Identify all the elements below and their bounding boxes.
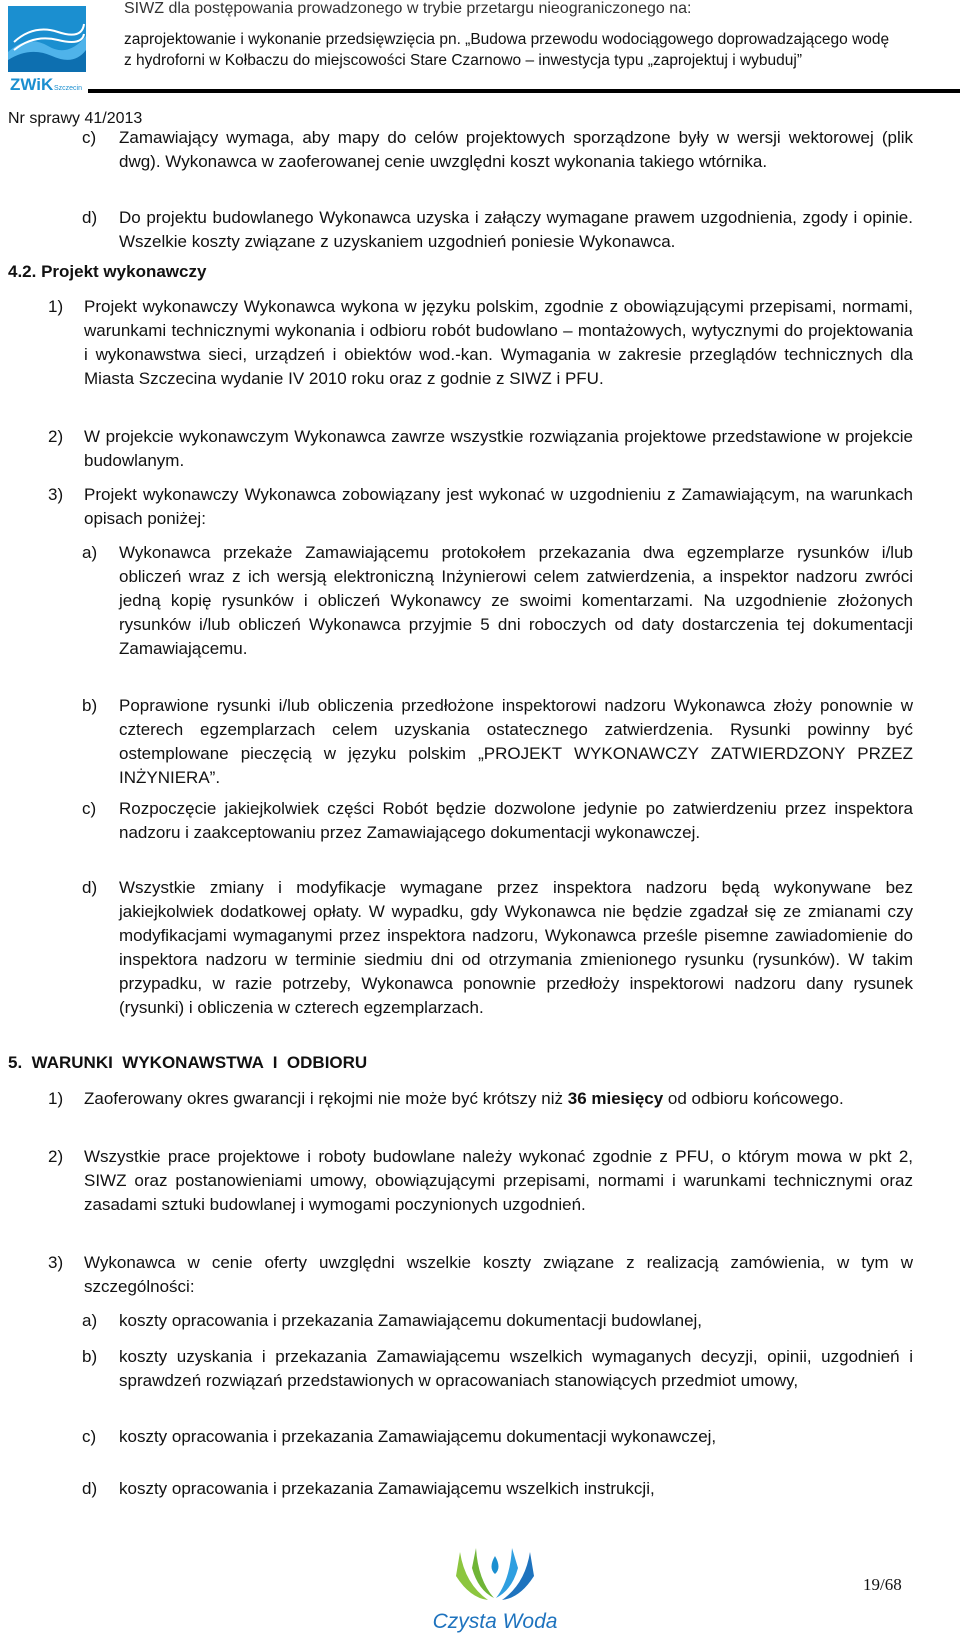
p3a-label: a) [82,543,98,562]
item-d-text: Do projektu budowlanego Wykonawca uzyska i załączy wymagane prawem uzgodnienia, zgody i opinie. Wszelkie koszty związane z uzyskaniem uzgodnień poniesie Wykonawca. [119,208,913,251]
czysta-woda-logo-icon [420,1540,570,1636]
p2-text: W projekcie wykonawczym Wykonawca zawrze wszystkie rozwiązania projektowe przedstawione w projekcie budowlanym. [84,427,913,470]
p3-label: 3) [48,485,64,504]
p3d-label: d) [82,878,98,897]
s5-3a-text: koszty opracowania i przekazania Zamawiającemu dokumentacji budowlanej, [119,1311,703,1330]
p3d-text: Wszystkie zmiany i modyfikacje wymagane przez inspektora nadzoru będą wykonywane bez jakiejkolwiek dodatkowej opłaty. W wypadku, gdy Wykonawca nie będzie zgadzał się ze zmianami czy modyfikacjami wymaganymi przez inspektora nadzoru, Wykonawca prześle pisemne zawiadomienie do inspektora nadzoru w terminie siedmiu dni od otrzymania zmienionego rysunku (rysunków). W takim przypadku, w razie potrzeby, Wykonawca ponownie przedłoży inspektorowi nadzoru dany rysunek (rysunki) i obliczenia w czterech egzemplarzach. [119,878,913,1017]
case-number: Nr sprawy 41/2013 [8,110,143,127]
zwik-logo-icon [8,6,86,94]
section-4-2-heading: 4.2. Projekt wykonawczy [8,262,207,281]
s5-1-pre: Zaoferowany okres gwarancji i rękojmi nie może być krótszy niż [84,1089,568,1108]
p3-text: Projekt wykonawczy Wykonawca zobowiązany jest wykonać w uzgodnieniu z Zamawiającym, na warunkach opisach poniżej: [84,485,913,528]
s5-3c-text: koszty opracowania i przekazania Zamawiającemu dokumentacji wykonawczej, [119,1427,717,1446]
p1-label: 1) [48,297,64,316]
s5-3b-label: b) [82,1347,98,1366]
header-subject-line-2: z hydroforni w Kołbaczu do miejscowości Stare Czarnowo – inwestycja typu „zaprojektuj i wybuduj” [124,52,802,69]
item-c-text: Zamawiający wymaga, aby mapy do celów projektowych sporządzone były w wersji wektorowej (plik dwg). Wykonawca w zaoferowanej cenie uwzględni koszt wykonania takiego wtórnika. [119,128,913,171]
p2-label: 2) [48,427,64,446]
logo-sub: Szczecin [54,85,83,92]
s5-3a-label: a) [82,1311,98,1330]
header-title: SIWZ dla postępowania prowadzonego w trybie przetargu nieograniczonego na: [124,0,692,17]
p3b-text: Poprawione rysunki i/lub obliczenia przedłożone inspektorowi nadzoru Wykonawca złoży ponownie w czterech egzemplarzach celem uzyskania ostatecznego zatwierdzenia. Rysunki powinny być ostemplowane pieczęcią w języku polskim „PROJEKT WYKONAWCZY ZATWIERDZONY PRZEZ INŻYNIERA”. [119,696,913,787]
czysta-woda-logo [420,1540,570,1636]
s5-3-text: Wykonawca w cenie oferty uwzględni wszelkie koszty związane z realizacją zamówienia, w tym w szczególności: [84,1253,913,1296]
p1-text: Projekt wykonawczy Wykonawca wykona w języku polskim, zgodnie z obowiązującymi przepisami, normami, warunkami technicznymi wykonania i odbioru robót budowlano – montażowych, wytycznymi do projektowania i wykonawstwa sieci, urządzeń i obiektów wod.-kan. Wymagania w zakresie przeglądów technicznych dla Miasta Szczecina wydanie IV 2010 roku oraz z godnie z SIWZ i PFU. [84,297,913,388]
s5-3-label: 3) [48,1253,64,1272]
s5-2-label: 2) [48,1147,64,1166]
s5-3d-label: d) [82,1479,98,1498]
page-header [0,0,960,100]
footer-logo-text: Czysta Woda [432,1610,558,1633]
s5-1-text [84,1087,913,1111]
s5-3c-label: c) [82,1427,97,1446]
p3c-label: c) [82,799,97,818]
p3a-text: Wykonawca przekaże Zamawiającemu protokołem przekazania dwa egzemplarze rysunków i/lub obliczeń wraz z ich wersją elektroniczną Inżynierowi celem zatwierdzenia, a inspektor nadzoru zwróci jedną kopię rysunków i obliczeń Wykonawcy ze swoimi komentarzami. Na uzgodnienie złożonych rysunków i/lub obliczeń Wykonawca przyjmie 5 dni roboczych od daty dostarczenia tej dokumentacji Zamawiającemu. [119,543,913,658]
zwik-logo [8,6,86,94]
s5-3b-text: koszty uzyskania i przekazania Zamawiającemu wszelkich wymaganych decyzji, opinii, uzgodnień i sprawdzeń rozwiązań przedstawionych w opracowaniach stanowiących przedmiot umowy, [119,1347,913,1390]
item-c-label: c) [82,128,97,147]
s5-1-post: od odbioru końcowego. [663,1089,844,1108]
s5-1-bold: 36 miesięcy [567,1089,664,1108]
s5-3d-text: koszty opracowania i przekazania Zamawiającemu wszelkich instrukcji, [119,1479,655,1498]
header-subject-line-1: zaprojektowanie i wykonanie przedsięwzięcia pn. „Budowa przewodu wodociągowego doprowadzającego wodę [124,31,890,48]
s5-2-text: Wszystkie prace projektowe i roboty budowlane należy wykonać zgodnie z PFU, o którym mowa w pkt 2, SIWZ oraz postanowieniami umowy, obowiązującymi przepisami, normami i warunkami technicznymi oraz zasadami sztuki budowlanej i wymogami poczynionych uzgodnień. [84,1147,913,1214]
page-number: 19/68 [863,1575,902,1594]
item-d-label: d) [82,208,98,227]
p3b-label: b) [82,696,98,715]
p3c-text: Rozpoczęcie jakiejkolwiek części Robót będzie dozwolone jedynie po zatwierdzeniu przez inspektora nadzoru i zaakceptowaniu przez Zamawiającego dokumentacji wykonawczej. [119,799,913,842]
section-5-heading: 5. WARUNKI WYKONAWSTWA I ODBIORU [8,1053,368,1072]
header-divider [88,89,960,93]
logo-text: ZWiK [10,75,54,94]
s5-1-label: 1) [48,1089,64,1108]
